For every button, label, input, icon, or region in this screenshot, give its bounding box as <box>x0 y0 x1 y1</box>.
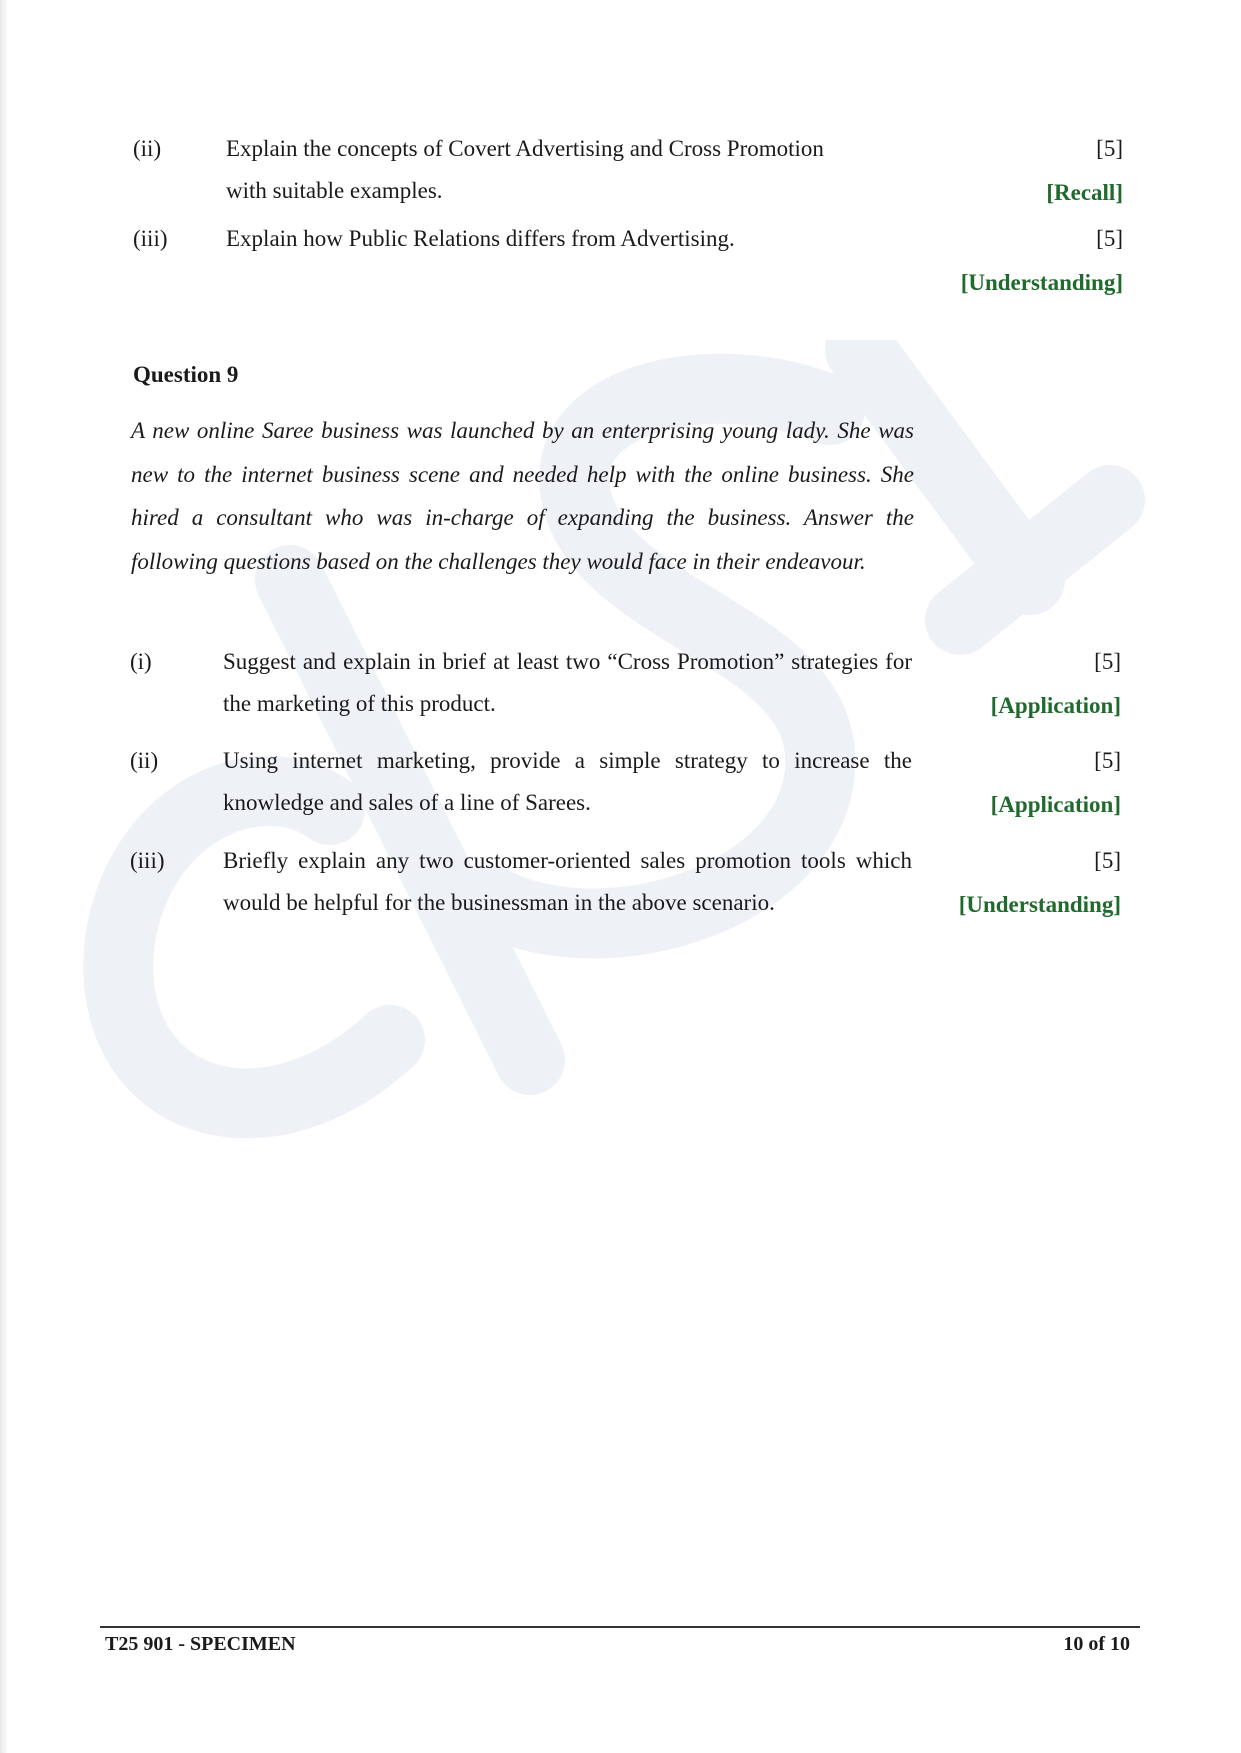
footer-rule <box>100 1626 1140 1628</box>
item-number: (ii) <box>133 136 162 161</box>
item-text-line: Explain how Public Relations differs from Advertising. <box>226 226 735 251</box>
question-heading: Question 9 <box>133 362 239 387</box>
item-number: (iii) <box>133 226 168 251</box>
item-number: (iii) <box>130 848 165 873</box>
item-text: Briefly explain any two customer-oriented sales promotion tools which would be helpful for the businessman in the above scenario. <box>223 848 912 915</box>
paper-code: T25 901 - SPECIMEN <box>105 1633 296 1655</box>
item-text: Suggest and explain in brief at least two “Cross Promotion” strategies for the marketing of this product. <box>223 649 912 716</box>
item-text <box>226 128 1026 212</box>
marks-badge: [5] <box>1096 136 1123 161</box>
marks-badge: [5] <box>1094 748 1121 773</box>
marks-badge: [5] <box>1094 848 1121 873</box>
cognitive-level: [Recall] <box>1046 180 1123 205</box>
cognitive-level: [Application] <box>990 693 1121 718</box>
marks-badge: [5] <box>1094 649 1121 674</box>
cognitive-level: [Application] <box>990 792 1121 817</box>
marks-badge: [5] <box>1096 226 1123 251</box>
cognitive-level: [Understanding] <box>958 892 1121 917</box>
item-text-line: Explain the concepts of Covert Advertising and Cross Promotion <box>226 136 824 161</box>
cognitive-level: [Understanding] <box>960 270 1123 295</box>
page-number: 10 of 10 <box>1063 1633 1130 1655</box>
item-number: (i) <box>130 649 152 674</box>
scenario-text: A new online Saree business was launched by an enterprising young lady. She was new to the internet business scene and needed help with the online business. She hired a consultant who was in-charge of expanding the business. Answer the following questions based on the challenges they would face in their endeavour. <box>131 418 914 574</box>
item-text: Using internet marketing, provide a simple strategy to increase the knowledge and sales of a line of Sarees. <box>223 748 912 815</box>
item-text <box>226 218 1026 260</box>
item-text-line: with suitable examples. <box>226 178 443 203</box>
item-number: (ii) <box>130 748 159 773</box>
scan-edge-shadow <box>0 0 8 1753</box>
